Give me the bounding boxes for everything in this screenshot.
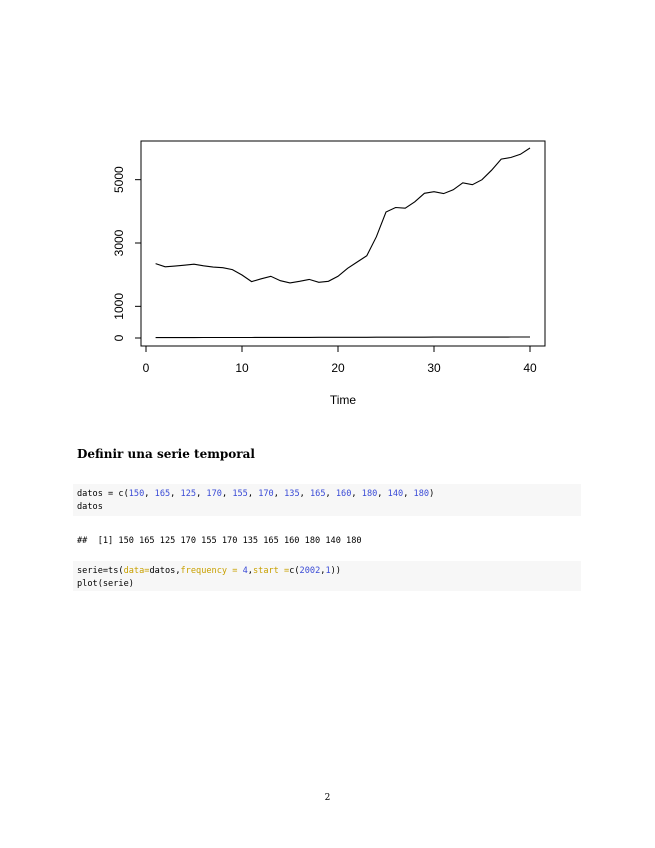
series-lines [156, 148, 530, 338]
vector-value: 155 [232, 489, 248, 499]
x-tick-label: 20 [331, 361, 345, 375]
vector-separator: , [377, 489, 388, 499]
vector-separator: , [196, 489, 207, 499]
vector-value: 180 [361, 489, 378, 499]
y-axis [112, 166, 141, 341]
vector-separator: , [144, 489, 155, 499]
vector-value: 125 [180, 489, 197, 499]
vector-separator: , [170, 489, 181, 499]
vector-separator: , [325, 489, 336, 499]
vector-value: 160 [335, 489, 352, 499]
console-output: ## [1] 150 165 125 170 155 170 135 165 160 180 140 180 [77, 536, 362, 546]
vector-separator: , [299, 489, 310, 499]
code-block-ts [73, 561, 581, 591]
vector-value: 150 [128, 489, 145, 499]
vector-value: 165 [154, 489, 171, 499]
y-tick-label: 3000 [112, 229, 126, 257]
code-block-define-data [73, 484, 581, 516]
vector-separator: , [247, 489, 259, 499]
code-text: , [320, 566, 326, 576]
code-argument: data= [123, 566, 150, 576]
code-text: )) [330, 566, 341, 576]
code-argument: frequency = [180, 566, 243, 576]
code-text: datos [77, 502, 103, 512]
vector-value: 170 [206, 489, 222, 499]
code-text: datos = c( [77, 489, 129, 499]
x-tick-label: 0 [142, 361, 150, 375]
x-tick-label: 10 [235, 361, 249, 375]
x-axis-label: Time [329, 393, 357, 407]
numeric-vector [129, 489, 429, 499]
code-argument: start = [252, 566, 290, 576]
x-axis [143, 346, 537, 375]
vector-value: 170 [258, 489, 274, 499]
vector-value: 135 [284, 489, 300, 499]
x-tick-label: 40 [523, 361, 537, 375]
code-text: plot(serie) [77, 579, 134, 589]
vector-value: 140 [387, 489, 404, 499]
y-tick-label: 5000 [112, 166, 126, 194]
code-number: 1 [325, 566, 331, 576]
code-text: , [247, 566, 253, 576]
plot-frame [141, 141, 545, 346]
page-number: 2 [324, 793, 331, 803]
vector-separator: , [273, 489, 285, 499]
x-tick-label: 30 [427, 361, 441, 375]
section-title: Definir una serie temporal [77, 447, 255, 461]
series-line-2 [156, 337, 530, 338]
vector-separator: , [351, 489, 362, 499]
vector-separator: , [221, 489, 233, 499]
y-tick-label: 0 [112, 334, 126, 342]
code-number: 2002 [299, 566, 321, 576]
vector-value: 165 [309, 489, 326, 499]
y-tick-label: 1000 [112, 292, 126, 320]
series-line-1 [156, 148, 530, 283]
code-text: datos, [149, 566, 181, 576]
vector-separator: , [403, 489, 414, 499]
code-number: 4 [242, 566, 248, 576]
time-series-plot [0, 0, 655, 420]
vector-value: 180 [413, 489, 430, 499]
code-text: c( [289, 566, 300, 576]
code-text: serie=ts( [77, 566, 124, 576]
code-text: ) [429, 489, 435, 499]
